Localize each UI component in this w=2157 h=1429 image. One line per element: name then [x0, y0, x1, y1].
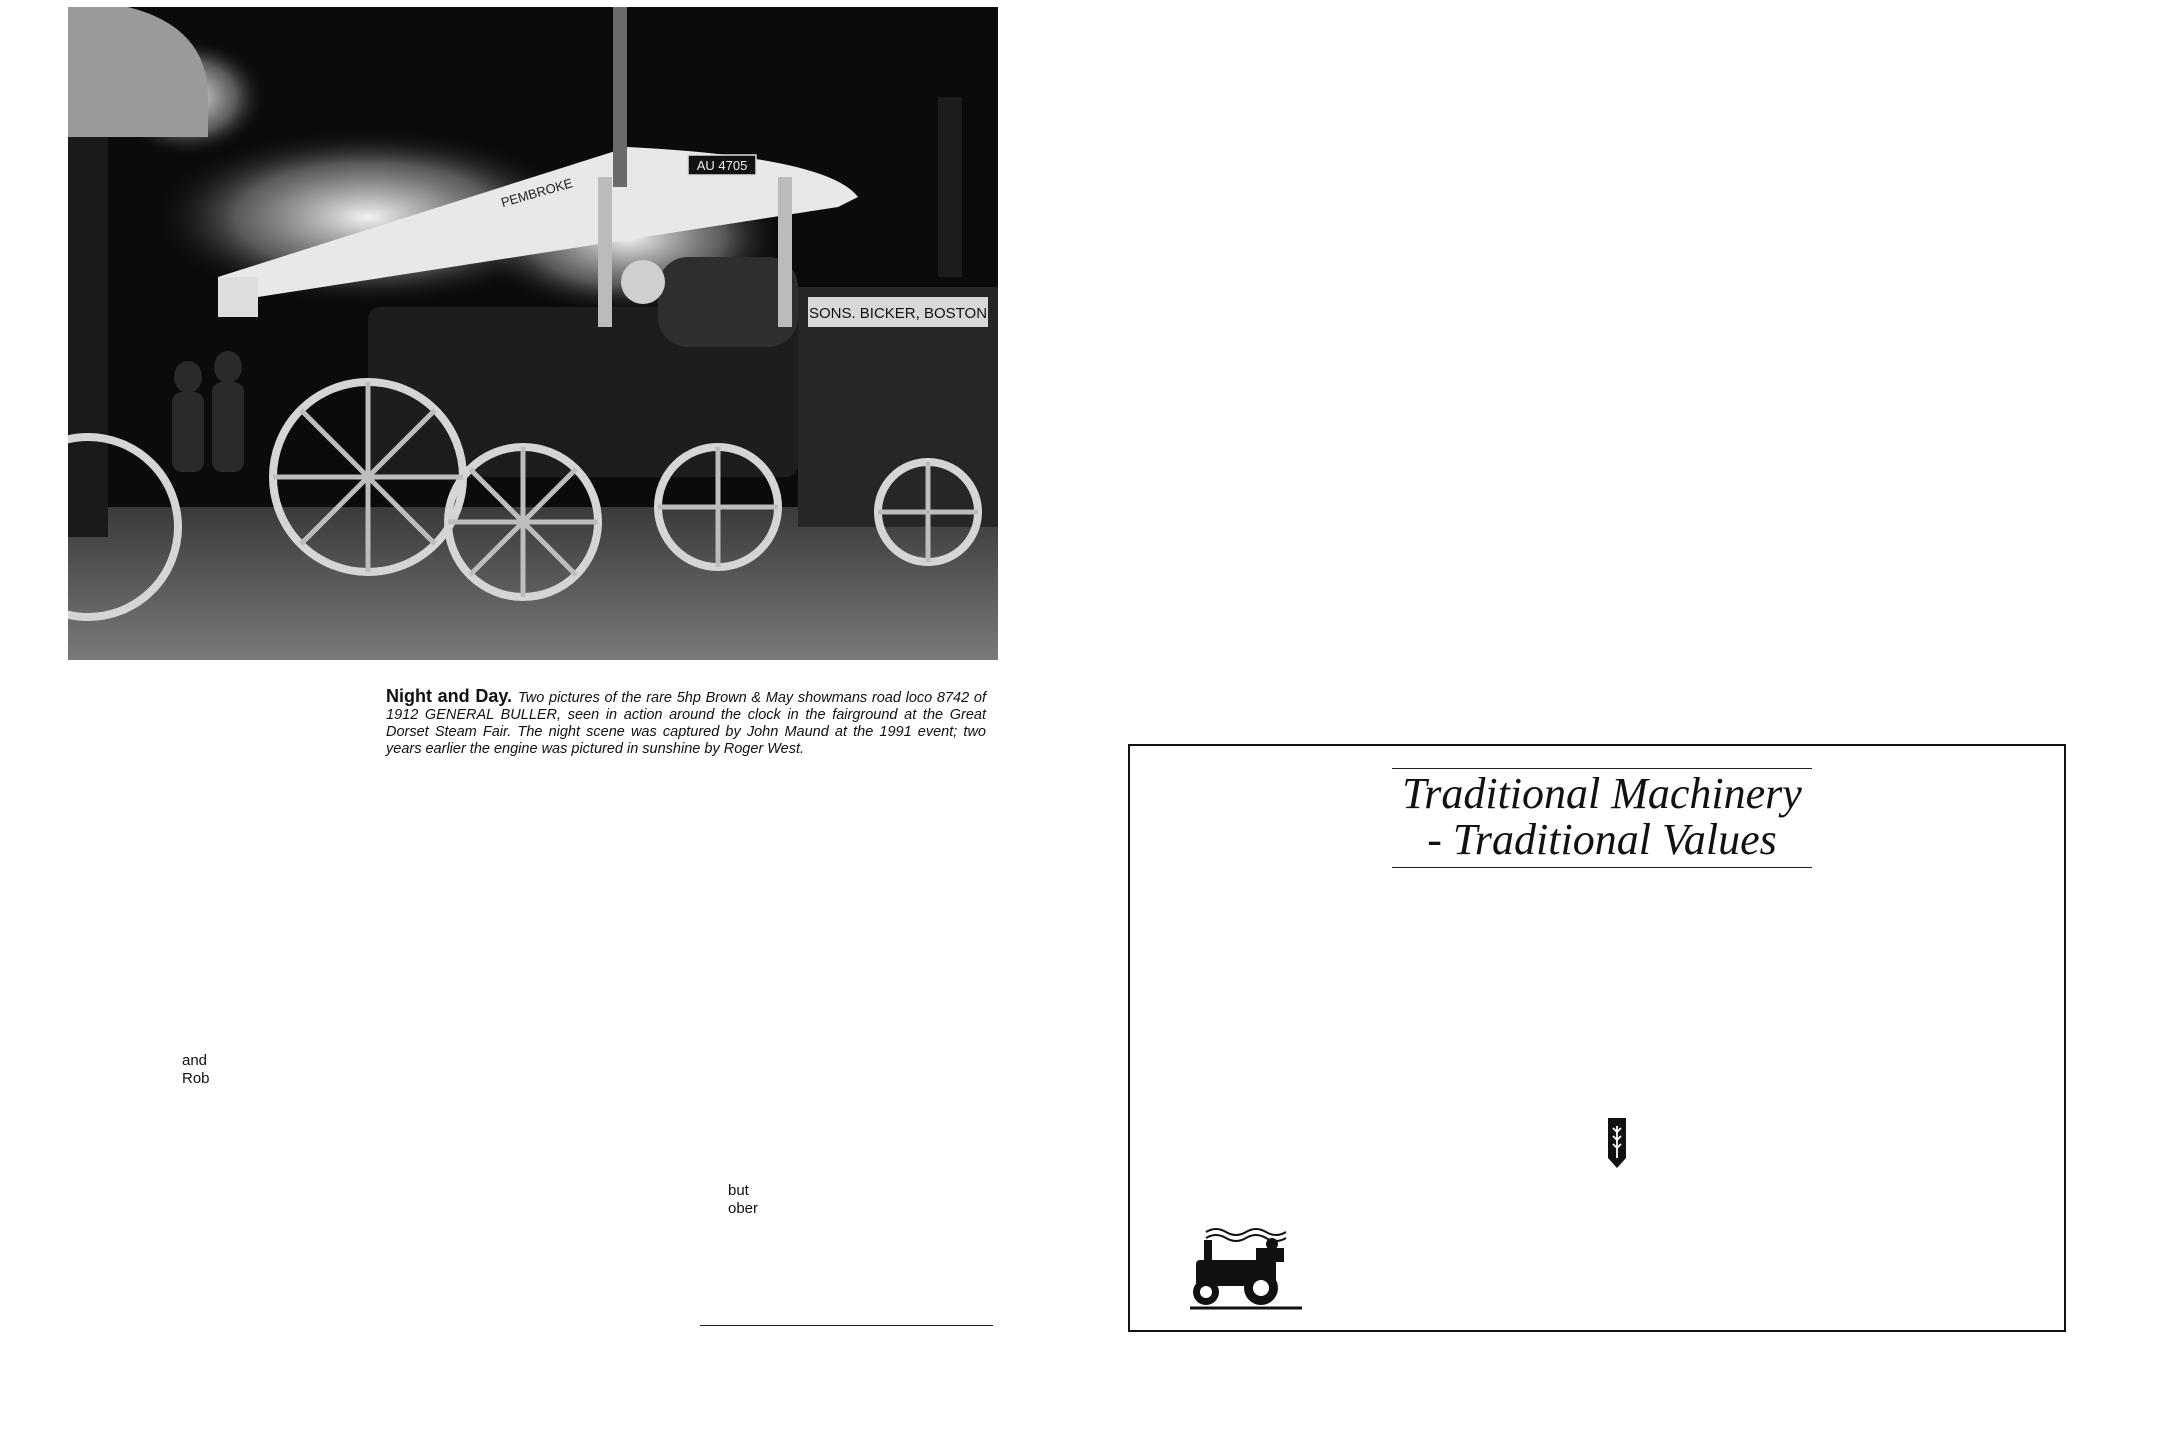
- rear-sign-text: SONS. BICKER, BOSTON: [808, 305, 988, 322]
- number-plate-text: AU 4705: [696, 158, 748, 173]
- text-fragment-right: [728, 1182, 758, 1218]
- night-photo: [68, 7, 998, 660]
- fragment-line: and: [182, 1052, 208, 1069]
- fragment-line: Rob: [182, 1070, 210, 1087]
- caption-text: Two pictures of the rare 5hp Brown & May showmans road loco 8742 of 1912 GENERAL BULLER, seen in action around the clock in the fairground at the Great Dorset Steam Fair. The night scene was captured by John Maund at the 1991 event; two years earlier the engine was pictured in sunshine by Roger West.: [386, 690, 986, 757]
- caption-lead: Night and Day.: [386, 686, 513, 706]
- steam-engine-icon: [1186, 1222, 1306, 1312]
- wheat-logo-icon: [1608, 1118, 1626, 1168]
- ad-title: [1392, 768, 1812, 868]
- ad-title-line: Traditional Machinery: [1402, 769, 1802, 818]
- text-fragment-left: [182, 1052, 210, 1088]
- photo-caption: [386, 688, 986, 758]
- column-divider: [700, 1325, 993, 1326]
- board-sign-text: PEMBROKE: [499, 175, 575, 211]
- ad-title-line: - Traditional Values: [1427, 815, 1777, 864]
- fragment-line: ober: [728, 1200, 759, 1217]
- advertisement-box: [1128, 744, 2066, 1332]
- fragment-line: but: [728, 1182, 749, 1199]
